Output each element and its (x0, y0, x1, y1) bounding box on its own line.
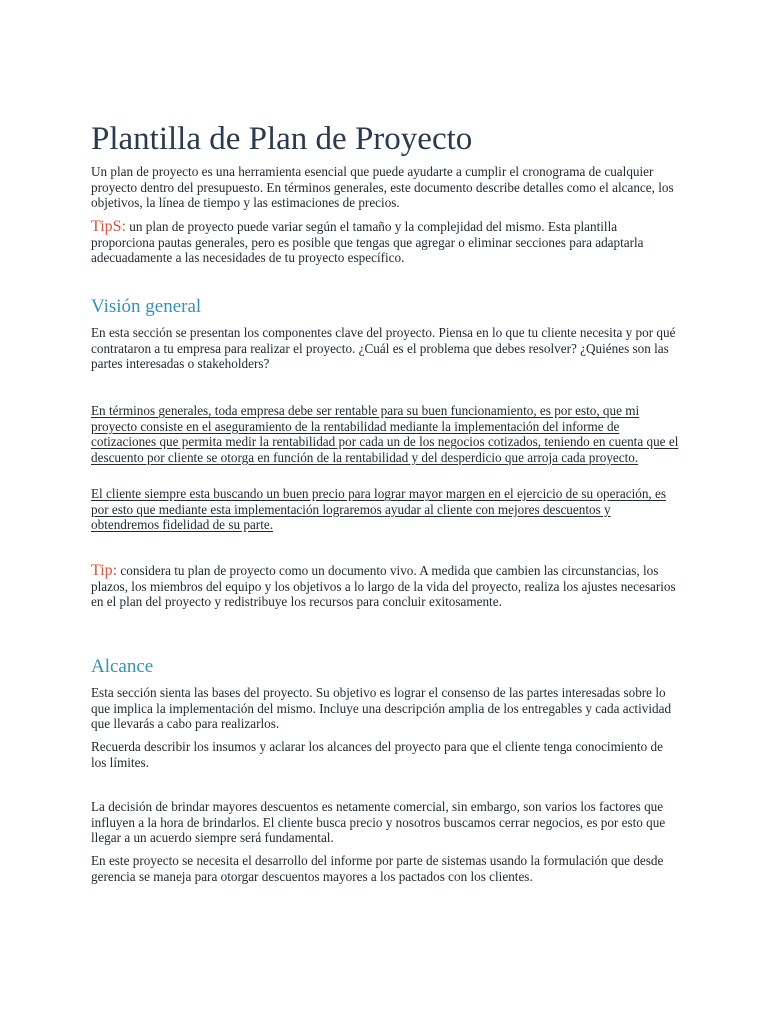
tip-label: Tip: (91, 562, 118, 579)
tip-paragraph-2 (91, 563, 681, 610)
tip-paragraph-1 (91, 219, 681, 266)
intro-paragraph: Un plan de proyecto es una herramienta esencial que puede ayudarte a cumplir el cronograma de cualquier proyecto dentro del presupuesto. En términos generales, este documento describe detalles como el alcance, los objetivos, la línea de tiempo y las estimaciones de precios. (91, 164, 674, 210)
vision-paragraph-1: En esta sección se presentan los componentes clave del proyecto. Piensa en lo que tu cliente necesita y por qué contrataron a tu empresa para realizar el proyecto. ¿Cuál es el problema que debes resolver? ¿Quiénes son las partes interesadas o stakeholders? (91, 325, 676, 371)
section-heading-vision: Visión general (91, 296, 202, 317)
alcance-paragraph-4: En este proyecto se necesita el desarrollo del informe por parte de sistemas usando la formulación que desde gerencia se maneja para otorgar descuentos mayores a los pactados con los clientes. (91, 853, 664, 884)
page-title: Plantilla de Plan de Proyecto (91, 121, 473, 157)
vision-paragraph-3: El cliente siempre esta buscando un buen precio para lograr mayor margen en el ejercicio de su operación, es por esto que mediante esta implementación lograremos ayudar al cliente con mejores descuentos y obtendremos fidelidad de su parte. (91, 486, 667, 532)
tip-label: TipS: (91, 218, 126, 235)
alcance-paragraph-1: Esta sección sienta las bases del proyecto. Su objetivo es lograr el consenso de las partes interesadas sobre lo que implica la implementación del mismo. Incluye una descripción amplia de los entregables y cada actividad que llevarás a cabo para realizarlos. (91, 685, 672, 731)
alcance-paragraph-3: La decisión de brindar mayores descuentos es netamente comercial, sin embargo, son varios los factores que influyen a la hora de brindarlos. El cliente busca precio y nosotros buscamos cerrar negocios, es por esto que llegar a un acuerdo siempre será fundamental. (91, 799, 666, 845)
vision-paragraph-2: En términos generales, toda empresa debe ser rentable para su buen funcionamiento, es por esto, que mi proyecto consiste en el aseguramiento de la rentabilidad mediante la implementación del informe de cotizaciones que permita medir la rentabilidad por cada un de los negocios cotizados, teniendo en cuenta que el descuento por cliente se otorga en función de la rentabilidad y del desperdicio que arroja cada proyecto. (91, 403, 679, 465)
tip-text: considera tu plan de proyecto como un documento vivo. A medida que cambien las circunstancias, los plazos, los miembros del equipo y los objetivos a lo largo de la vida del proyecto, realiza los ajustes necesarios en el plan del proyecto y redistribuye los recursos para concluir exitosamente. (91, 563, 676, 609)
section-heading-alcance: Alcance (91, 656, 154, 677)
alcance-paragraph-2: Recuerda describir los insumos y aclarar los alcances del proyecto para que el cliente tenga conocimiento de los límites. (91, 739, 663, 770)
tip-text: un plan de proyecto puede variar según el tamaño y la complejidad del mismo. Esta plantilla proporciona pautas generales, pero es posible que tengas que agregar o eliminar secciones para adaptarla adecuadamente a las necesidades de tu proyecto específico. (91, 219, 644, 265)
